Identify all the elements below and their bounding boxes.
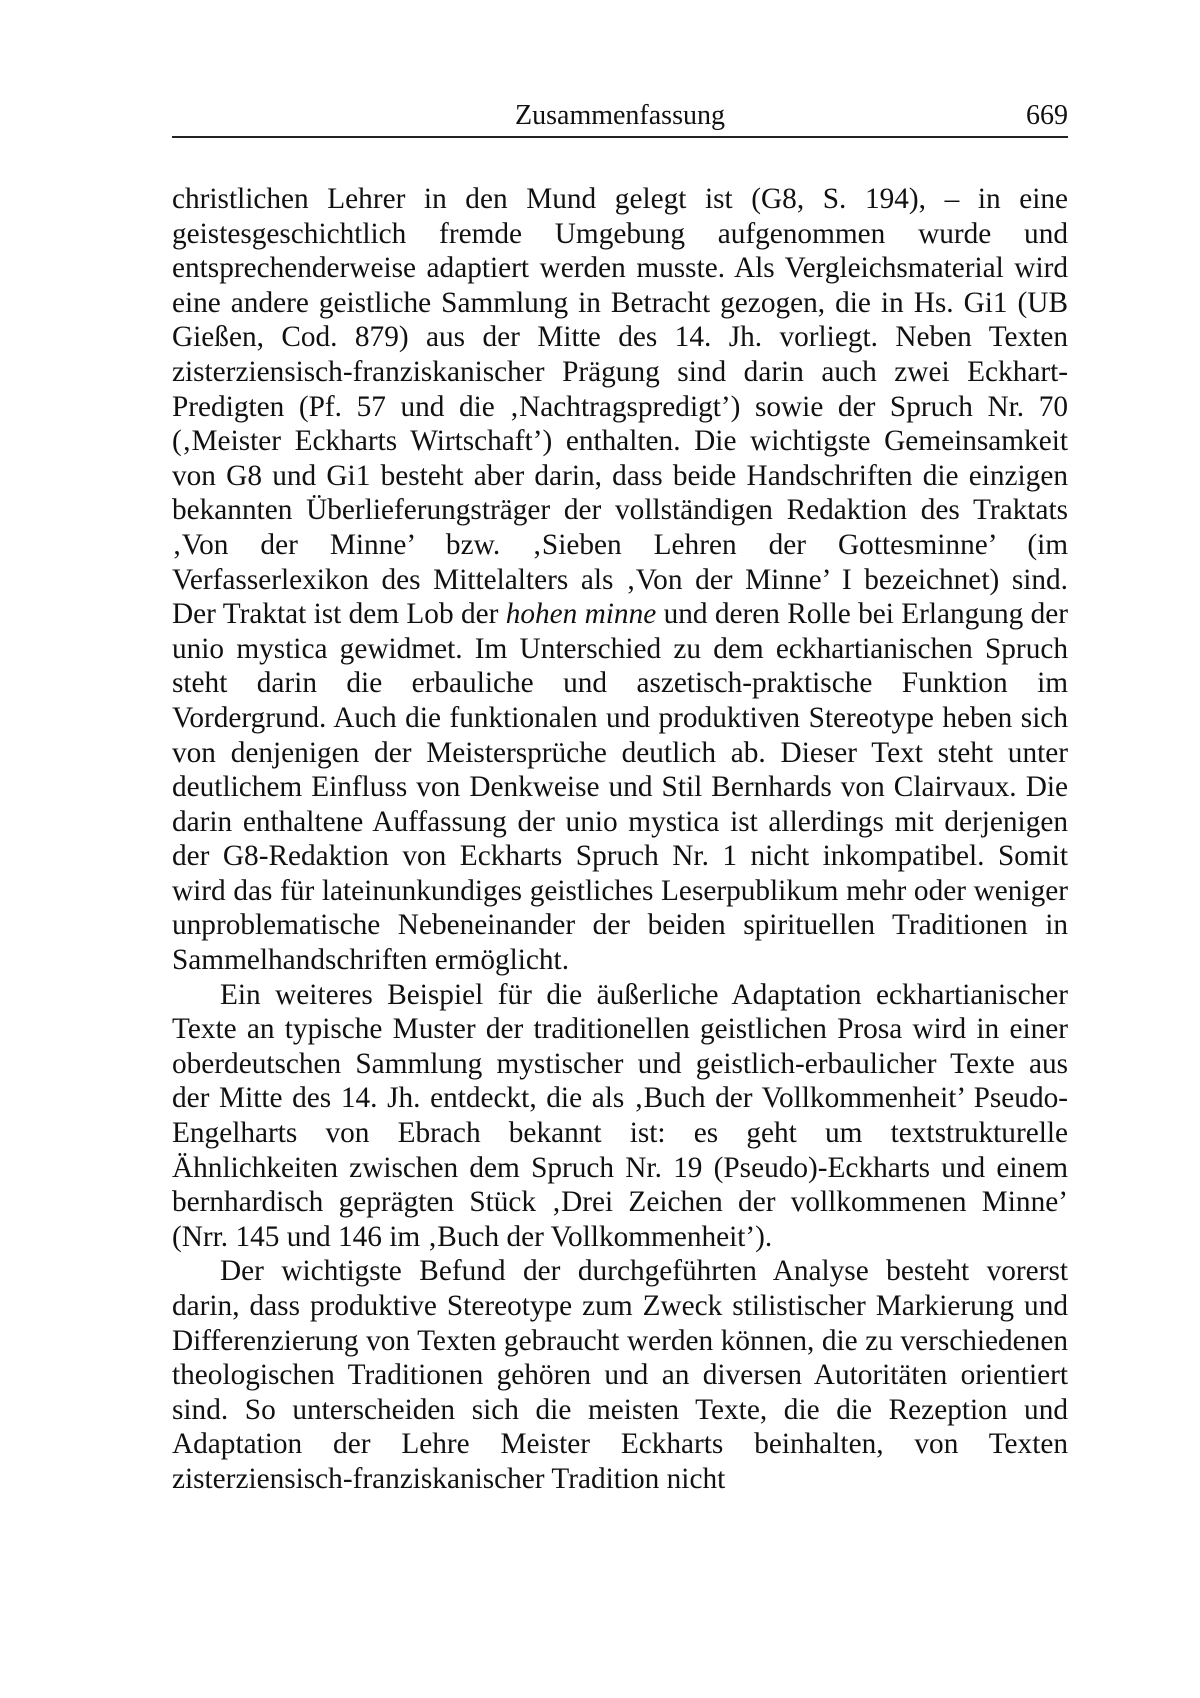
running-head bbox=[172, 92, 1068, 138]
body-text bbox=[172, 182, 1068, 1497]
paragraph-1-text-b: und deren Rolle bei Erlangung der unio mystica gewidmet. Im Unterschied zu dem eckhartianischen Spruch steht darin die erbauliche und aszetisch-praktische Funktion im Vordergrund. Auch die funktionalen und produktiven Stereotype heben sich von denjenigen der Meistersprüche deutlich ab. Dieser Text steht unter deutlichem Einfluss von Denkweise und Stil Bernhards von Clairvaux. Die darin enthaltene Auffassung der unio mystica ist allerdings mit derjenigen der G8-Redaktion von Eckharts Spruch Nr. 1 nicht inkompatibel. Somit wird das für lateinunkundiges geistliches Leserpublikum mehr oder weniger unproblematische Nebeneinander der beiden spirituellen Traditionen in Sammelhandschriften ermöglicht. bbox=[172, 598, 1068, 977]
document-page bbox=[172, 92, 1068, 1497]
paragraph-1-italic-term: hohen minne bbox=[505, 598, 657, 631]
paragraph-2: Ein weiteres Beispiel für die äußerliche Adaptation eckhartianischer Texte an typische Muster der traditionellen geistlichen Prosa wird in einer oberdeutschen Sammlung mystischer und geistlich-erbaulicher Texte aus der Mitte des 14. Jh. entdeckt, die als ‚Buch der Vollkommenheit’ Pseudo-Engelharts von Ebrach bekannt ist: es geht um textstrukturelle Ähnlichkeiten zwischen dem Spruch Nr. 19 (Pseudo)-Eckharts und einem bernhardisch geprägten Stück ‚Drei Zeichen der vollkommenen Minne’ (Nrr. 145 und 146 im ‚Buch der Vollkommenheit’). bbox=[172, 978, 1068, 1253]
running-title: Zusammenfassung bbox=[515, 100, 725, 131]
paragraph-3: Der wichtigste Befund der durchgeführten Analyse besteht vorerst darin, dass produktive Stereotype zum Zweck stilistischer Markierung und Differenzierung von Texten gebraucht werden können, die zu verschiedenen theologischen Traditionen gehören und an diversen Autoritäten orientiert sind. So unterscheiden sich die meisten Texte, die die Rezeption und Adaptation der Lehre Meister Eckharts beinhalten, von Texten zisterziensisch-franziskanischer Tradition nicht bbox=[172, 1255, 1068, 1495]
page-number: 669 bbox=[1026, 100, 1068, 131]
paragraph-1 bbox=[172, 182, 1068, 978]
paragraph-1-text-a: christlichen Lehrer in den Mund gelegt ist (G8, S. 194), – in eine geistesgeschichtlich fremde Umgebung aufgenommen wurde und entsprechenderweise adaptiert werden musste. Als Vergleichsmaterial wird eine andere geistliche Sammlung in Betracht gezogen, die in Hs. Gi1 (UB Gießen, Cod. 879) aus der Mitte des 14. Jh. vorliegt. Neben Texten zisterziensisch-franziskanischer Prägung sind darin auch zwei Eckhart-Predigten (Pf. 57 und die ‚Nachtragspredigt’) sowie der Spruch Nr. 70 (‚Meister Eckharts Wirtschaft’) enthalten. Die wichtigste Gemeinsamkeit von G8 und Gi1 besteht aber darin, dass beide Handschriften die einzigen bekannten Überlieferungsträger der vollständigen Redaktion des Traktats ‚Von der Minne’ bzw. ‚Sieben Lehren der Gottesminne’ (im Verfasserlexikon des Mittelalters als ‚Von der Minne’ I bezeichnet) sind. Der Traktat ist dem Lob der bbox=[172, 183, 1068, 631]
